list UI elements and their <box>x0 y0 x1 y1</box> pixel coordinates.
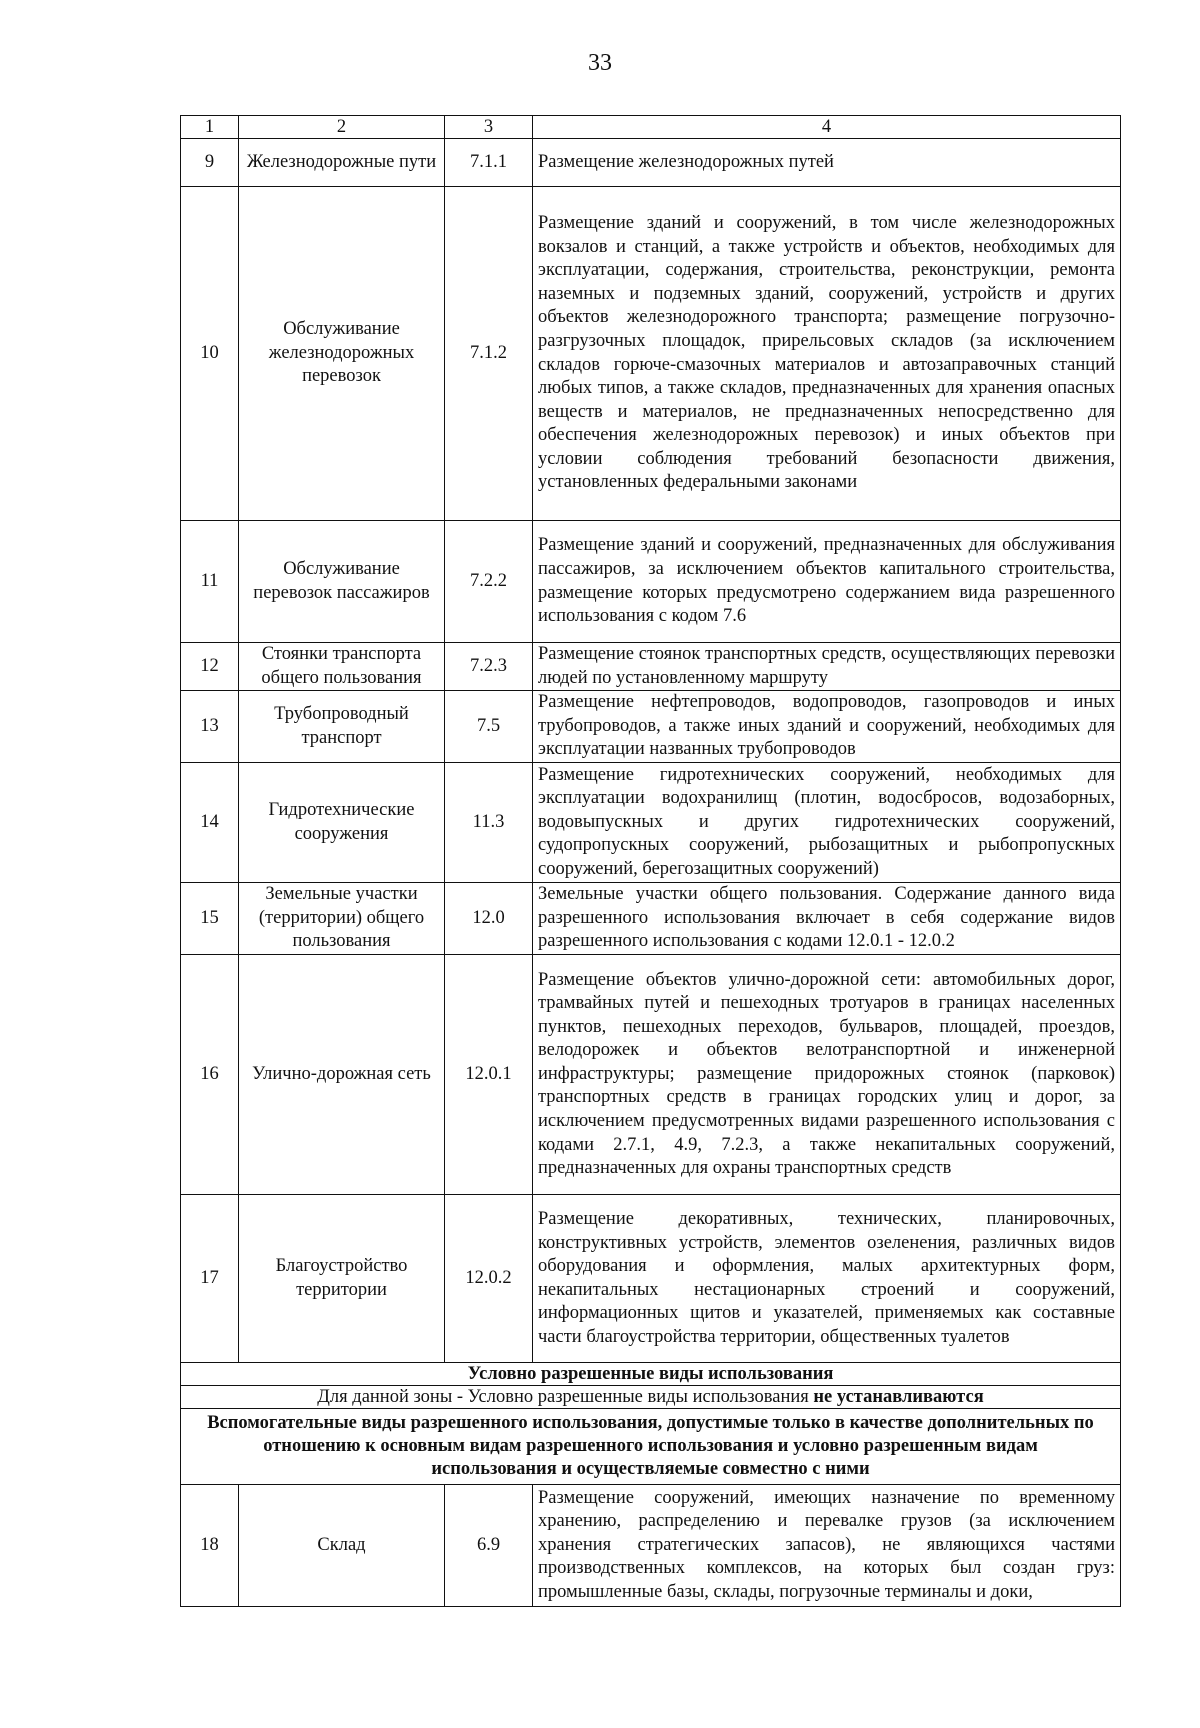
use-code: 7.2.3 <box>445 643 533 691</box>
table-row <box>181 955 1121 1195</box>
table-row <box>181 521 1121 643</box>
table-row <box>181 643 1121 691</box>
row-number: 11 <box>181 521 239 643</box>
use-code: 7.2.2 <box>445 521 533 643</box>
note-prefix: Для данной зоны - Условно разрешенные виды использования <box>317 1386 814 1407</box>
column-header: 3 <box>445 116 533 139</box>
column-header: 1 <box>181 116 239 139</box>
table-row <box>181 187 1121 521</box>
note-emphasis: не устанавливаются <box>813 1386 984 1407</box>
note-text <box>181 1386 1121 1409</box>
use-code: 7.1.1 <box>445 139 533 187</box>
use-code: 11.3 <box>445 763 533 883</box>
use-description: Земельные участки общего пользования. Содержание данного вида разрешенного использования включает в себя содержание видов разрешенного использования с кодами 12.0.1 - 12.0.2 <box>533 883 1121 955</box>
use-name: Стоянки транспорта общего пользования <box>239 643 445 691</box>
use-code: 12.0 <box>445 883 533 955</box>
use-description: Размещение стоянок транспортных средств, осуществляющих перевозки людей по установленному маршруту <box>533 643 1121 691</box>
use-code: 7.1.2 <box>445 187 533 521</box>
column-header: 4 <box>533 116 1121 139</box>
table-row <box>181 1195 1121 1363</box>
row-number: 17 <box>181 1195 239 1363</box>
row-number: 12 <box>181 643 239 691</box>
section-header-row <box>181 1363 1121 1386</box>
use-description: Размещение гидротехнических сооружений, необходимых для эксплуатации водохранилищ (плотин, водосбросов, водозаборных, водовыпускных и других гидротехнических сооружений, судопропускных сооружений, рыбозащитных и рыбопропускных сооружений, берегозащитных сооружений) <box>533 763 1121 883</box>
use-name: Земельные участки (территории) общего пользования <box>239 883 445 955</box>
row-number: 13 <box>181 691 239 763</box>
use-code: 12.0.1 <box>445 955 533 1195</box>
use-name: Склад <box>239 1485 445 1607</box>
table-header-row <box>181 116 1121 139</box>
use-name: Обслуживание перевозок пассажиров <box>239 521 445 643</box>
row-number: 16 <box>181 955 239 1195</box>
use-description: Размещение зданий и сооружений, предназначенных для обслуживания пассажиров, за исключением объектов капитального строительства, размещение которых предусмотрено содержанием вида разрешенного использования с кодом 7.6 <box>533 521 1121 643</box>
table-row <box>181 763 1121 883</box>
section-header-row <box>181 1409 1121 1485</box>
use-description: Размещение декоративных, технических, планировочных, конструктивных устройств, элементов озеленения, различных видов оборудования и оформления, малых архитектурных форм, некапитальных нестационарных строений и сооружений, информационных щитов и указателей, применяемых как составные части благоустройства территории, общественных туалетов <box>533 1195 1121 1363</box>
row-number: 10 <box>181 187 239 521</box>
column-header: 2 <box>239 116 445 139</box>
use-description: Размещение железнодорожных путей <box>533 139 1121 187</box>
use-name: Благоустройство территории <box>239 1195 445 1363</box>
use-name: Трубопроводный транспорт <box>239 691 445 763</box>
table-row <box>181 139 1121 187</box>
section-auxiliary-title: Вспомогательные виды разрешенного использования, допустимые только в качестве дополнительных по отношению к основным видам разрешенного использования и условно разрешенным видам использования и осуществляемые совместно с ними <box>181 1409 1121 1485</box>
use-name: Обслуживание железнодорожных перевозок <box>239 187 445 521</box>
use-name: Железнодорожные пути <box>239 139 445 187</box>
use-description: Размещение сооружений, имеющих назначение по временному хранению, распределению и перевалке грузов (за исключением хранения стратегических запасов), не являющихся частями производственных комплексов, на которых был создан груз: промышленные базы, склады, погрузочные терминалы и доки, <box>533 1485 1121 1607</box>
row-number: 9 <box>181 139 239 187</box>
use-name: Гидротехнические сооружения <box>239 763 445 883</box>
use-description: Размещение зданий и сооружений, в том числе железнодорожных вокзалов и станций, а также устройств и объектов, необходимых для эксплуатации, содержания, строительства, реконструкции, ремонта наземных и подземных зданий, сооружений, устройств и других объектов железнодорожного транспорта; размещение погрузочно-разгрузочных площадок, прирельсовых складов (за исключением складов горюче-смазочных материалов и автозаправочных станций любых типов, а также складов, предназначенных для хранения опасных веществ и материалов, не предназначенных непосредственно для обеспечения железнодорожных перевозок) и иных объектов при условии соблюдения требований безопасности движения, установленных федеральными законами <box>533 187 1121 521</box>
use-code: 7.5 <box>445 691 533 763</box>
use-code: 12.0.2 <box>445 1195 533 1363</box>
table-row <box>181 1485 1121 1607</box>
use-code: 6.9 <box>445 1485 533 1607</box>
row-number: 15 <box>181 883 239 955</box>
note-row <box>181 1386 1121 1409</box>
row-number: 18 <box>181 1485 239 1607</box>
use-description: Размещение нефтепроводов, водопроводов, газопроводов и иных трубопроводов, а также иных зданий и сооружений, необходимых для эксплуатации названных трубопроводов <box>533 691 1121 763</box>
table-row <box>181 883 1121 955</box>
page-number: 33 <box>588 50 612 76</box>
section-conditional-title: Условно разрешенные виды использования <box>181 1363 1121 1386</box>
use-description: Размещение объектов улично-дорожной сети: автомобильных дорог, трамвайных путей и пешеходных тротуаров в границах населенных пунктов, пешеходных переходов, бульваров, площадей, проездов, велодорожек и объектов велотранспортной и инженерной инфраструктуры; размещение придорожных стоянок (парковок) транспортных средств в границах городских улиц и дорог, за исключением предусмотренных видами разрешенного использования с кодами 2.7.1, 4.9, 7.2.3, а также некапитальных сооружений, предназначенных для охраны транспортных средств <box>533 955 1121 1195</box>
table-row <box>181 691 1121 763</box>
use-name: Улично-дорожная сеть <box>239 955 445 1195</box>
land-use-table <box>180 115 1121 1607</box>
row-number: 14 <box>181 763 239 883</box>
